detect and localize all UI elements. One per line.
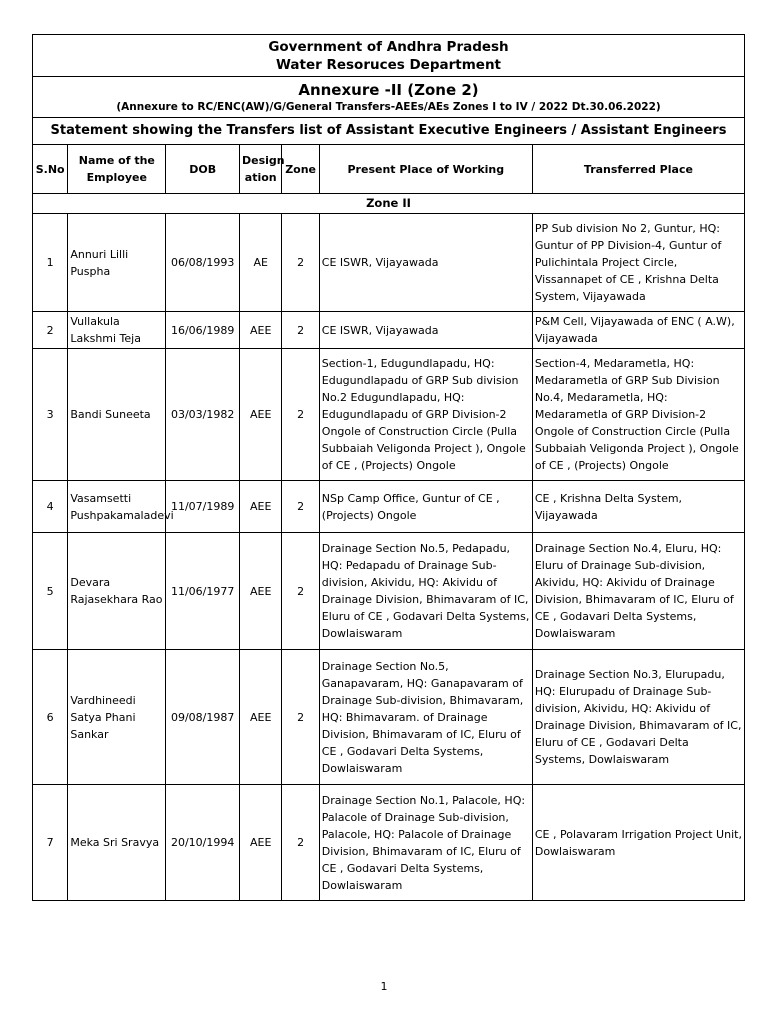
annexure-block [33, 77, 745, 118]
col-transferred-place: Transferred Place [532, 145, 744, 194]
table-row [33, 650, 745, 785]
cell-designation: AEE [240, 785, 282, 901]
cell-dob: 11/07/1989 [166, 481, 240, 533]
col-present-place: Present Place of Working [319, 145, 532, 194]
cell-name: Meka Sri Sravya [68, 785, 166, 901]
cell-sno: 7 [33, 785, 68, 901]
cell-transferred: Drainage Section No.4, Eluru, HQ: Eluru of Drainage Sub-division, Akividu, HQ: Akividu of Drainage Division, Bhimavaram of IC, Eluru of CE , Godavari Delta Systems, Dowlaiswaram [532, 533, 744, 650]
cell-sno: 5 [33, 533, 68, 650]
cell-dob: 20/10/1994 [166, 785, 240, 901]
col-dob: DOB [166, 145, 240, 194]
cell-zone: 2 [282, 650, 319, 785]
cell-sno: 3 [33, 349, 68, 481]
title-block [33, 35, 745, 77]
cell-present: Drainage Section No.1, Palacole, HQ: Palacole of Drainage Sub-division, Palacole, HQ: Palacole of Drainage Division, Bhimavaram of IC, Eluru of CE , Godavari Delta Systems, Dowlaiswaram [319, 785, 532, 901]
cell-name: Annuri Lilli Puspha [68, 214, 166, 312]
cell-zone: 2 [282, 312, 319, 349]
cell-present: NSp Camp Office, Guntur of CE , (Projects) Ongole [319, 481, 532, 533]
col-designation: Design ation [240, 145, 282, 194]
cell-zone: 2 [282, 785, 319, 901]
col-name: Name of the Employee [68, 145, 166, 194]
col-zone: Zone [282, 145, 319, 194]
statement-title: Statement showing the Transfers list of Assistant Executive Engineers / Assistant Engineers [33, 118, 745, 145]
zone-label: Zone II [33, 194, 745, 214]
transfer-table [32, 34, 745, 901]
cell-present: Drainage Section No.5, Pedapadu, HQ: Pedapadu of Drainage Sub-division, Akividu, HQ: Akividu of Drainage Division, Bhimavaram of IC, Eluru of CE , Godavari Delta Systems, Dowlaiswaram [319, 533, 532, 650]
cell-sno: 2 [33, 312, 68, 349]
cell-sno: 4 [33, 481, 68, 533]
table-row [33, 312, 745, 349]
cell-transferred: CE , Krishna Delta System, Vijayawada [532, 481, 744, 533]
cell-transferred: Drainage Section No.3, Elurupadu, HQ: Elurupadu of Drainage Sub-division, Akividu, HQ: Akividu of Drainage Division, Bhimavaram of IC, Eluru of CE , Godavari Delta Systems, Dowlaiswaram [532, 650, 744, 785]
cell-present: Drainage Section No.5, Ganapavaram, HQ: Ganapavaram of Drainage Sub-division, Bhimavaram, HQ: Bhimavaram. of Drainage Division, Bhimavaram of IC, Eluru of CE , Godavari Delta Systems, Dowlaiswaram [319, 650, 532, 785]
cell-present: CE ISWR, Vijayawada [319, 312, 532, 349]
cell-present: Section-1, Edugundlapadu, HQ: Edugundlapadu of GRP Sub division No.2 Edugundlapadu, HQ: Edugundlapadu of GRP Division-2 Ongole of Construction Circle (Pulla Subbaiah Veligonda Project ), Ongole of CE , (Projects) Ongole [319, 349, 532, 481]
cell-name: Vasamsetti Pushpakamaladevi [68, 481, 166, 533]
cell-sno: 6 [33, 650, 68, 785]
cell-name: Bandi Suneeta [68, 349, 166, 481]
table-row [33, 785, 745, 901]
cell-transferred: CE , Polavaram Irrigation Project Unit, Dowlaiswaram [532, 785, 744, 901]
annexure-title: Annexure -II (Zone 2) [298, 81, 479, 99]
cell-dob: 06/08/1993 [166, 214, 240, 312]
cell-zone: 2 [282, 533, 319, 650]
column-header-row [33, 145, 745, 194]
cell-zone: 2 [282, 214, 319, 312]
table-row [33, 214, 745, 312]
cell-designation: AEE [240, 650, 282, 785]
cell-zone: 2 [282, 349, 319, 481]
cell-present: CE ISWR, Vijayawada [319, 214, 532, 312]
table-row [33, 533, 745, 650]
col-sno: S.No [33, 145, 68, 194]
cell-dob: 09/08/1987 [166, 650, 240, 785]
table-row [33, 349, 745, 481]
cell-transferred: P&M Cell, Vijayawada of ENC ( A.W), Vijayawada [532, 312, 744, 349]
cell-dob: 03/03/1982 [166, 349, 240, 481]
cell-designation: AEE [240, 481, 282, 533]
cell-name: Devara Rajasekhara Rao [68, 533, 166, 650]
govt-title: Government of Andhra Pradesh [268, 39, 509, 55]
cell-zone: 2 [282, 481, 319, 533]
cell-name: Vullakula Lakshmi Teja [68, 312, 166, 349]
dept-title: Water Resoruces Department [275, 57, 502, 73]
cell-dob: 16/06/1989 [166, 312, 240, 349]
cell-dob: 11/06/1977 [166, 533, 240, 650]
cell-designation: AEE [240, 533, 282, 650]
cell-transferred: PP Sub division No 2, Guntur, HQ: Guntur of PP Division-4, Guntur of Pulichintala Project Circle, Vissannapet of CE , Krishna Delta System, Vijayawada [532, 214, 744, 312]
cell-transferred: Section-4, Medarametla, HQ: Medarametla of GRP Sub Division No.4, Medarametla, HQ: Medarametla of GRP Division-2 Ongole of Construction Circle (Pulla Subbaiah Veligonda Project ), Ongole of CE , (Projects) Ongole [532, 349, 744, 481]
cell-designation: AEE [240, 312, 282, 349]
annexure-reference: (Annexure to RC/ENC(AW)/G/General Transfers-AEEs/AEs Zones I to IV / 2022 Dt.30.06.2022) [116, 101, 661, 113]
cell-sno: 1 [33, 214, 68, 312]
page-number: 1 [380, 980, 388, 993]
table-row [33, 481, 745, 533]
cell-name: Vardhineedi Satya Phani Sankar [68, 650, 166, 785]
transfer-sheet [32, 34, 745, 901]
cell-designation: AE [240, 214, 282, 312]
cell-designation: AEE [240, 349, 282, 481]
